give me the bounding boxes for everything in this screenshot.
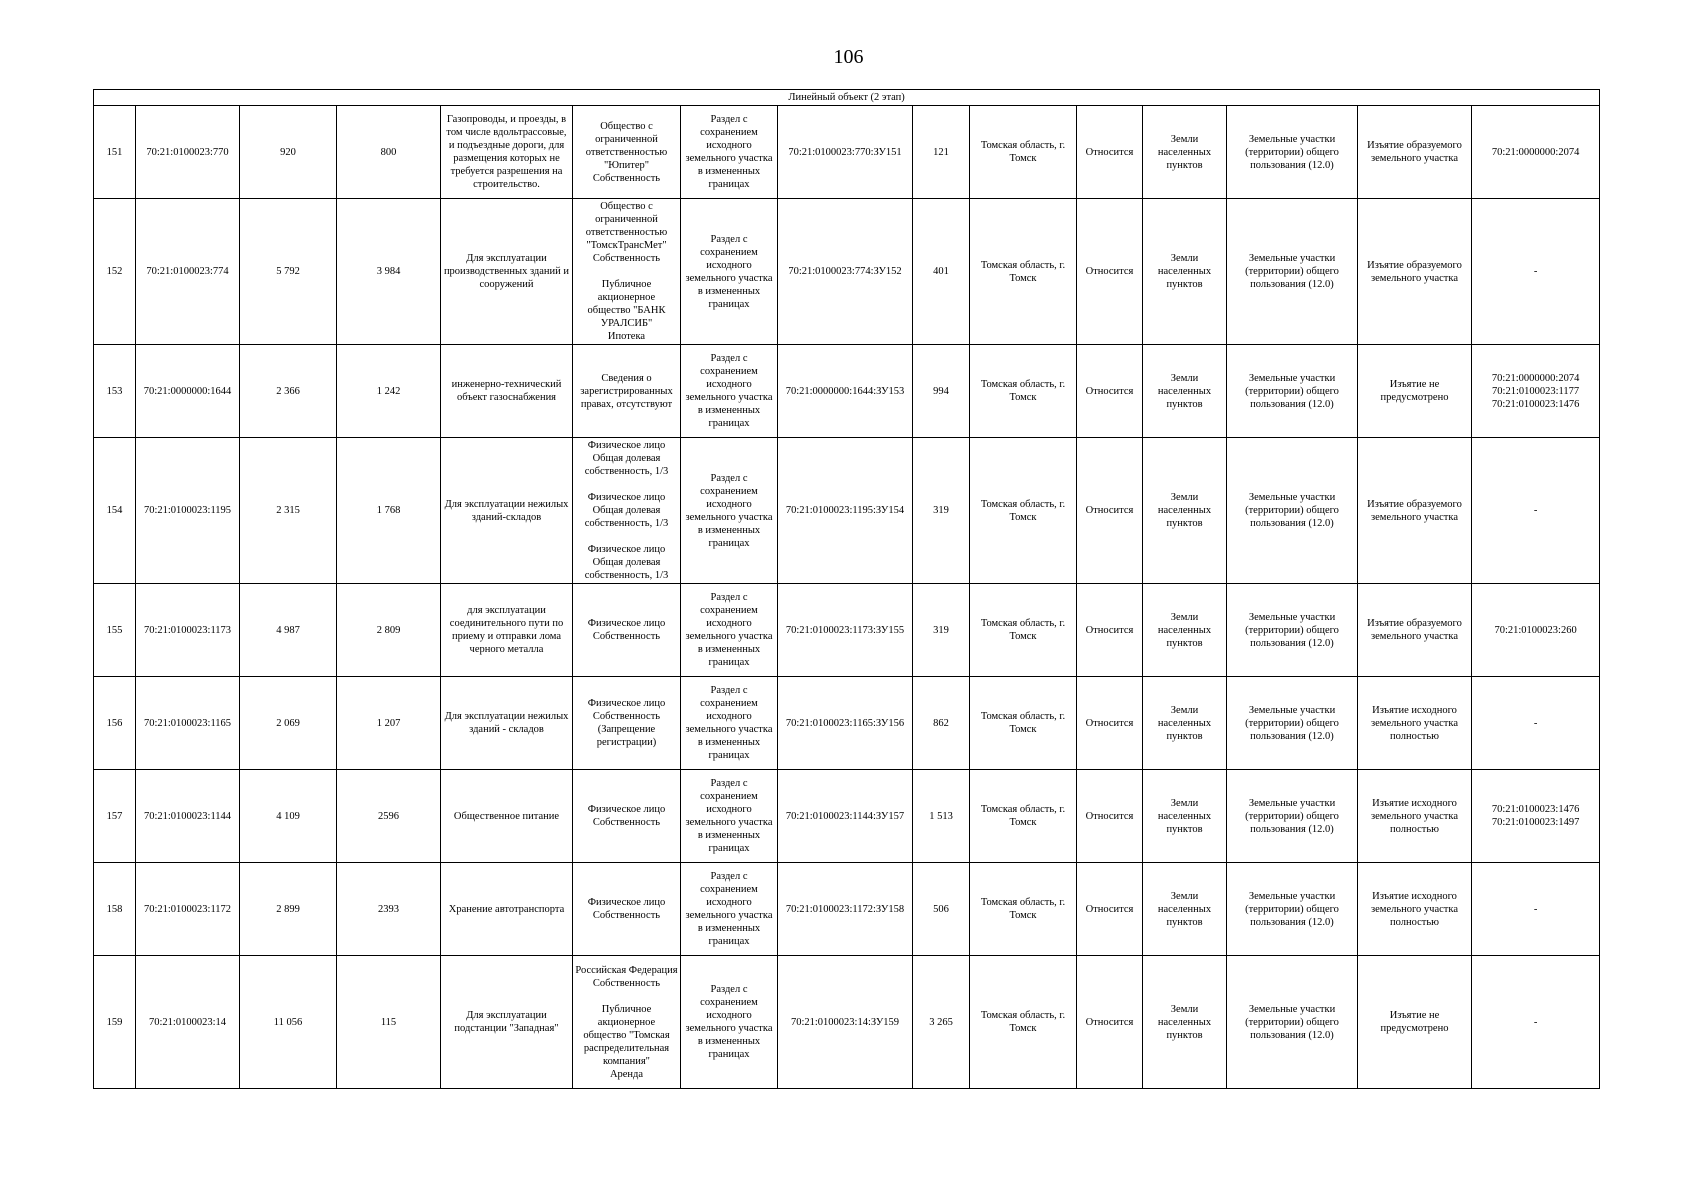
seizure-type: Изъятие образуемого земельного участка — [1358, 106, 1472, 199]
permitted-use: инженерно-технический объект газоснабжения — [441, 345, 573, 438]
new-plot-area: 319 — [913, 438, 970, 584]
seized-area: 2596 — [337, 770, 441, 863]
total-area: 2 315 — [240, 438, 337, 584]
permitted-use-type: Земельные участки (территории) общего пользования (12.0) — [1227, 863, 1358, 956]
row-number: 159 — [94, 956, 136, 1089]
permitted-use: Хранение автотранспорта — [441, 863, 573, 956]
total-area: 4 987 — [240, 584, 337, 677]
permitted-use-type: Земельные участки (территории) общего пользования (12.0) — [1227, 677, 1358, 770]
permitted-use-type: Земельные участки (территории) общего пользования (12.0) — [1227, 345, 1358, 438]
rights-holder: Общество с ограниченной ответственностью "Юпитер" Собственность — [573, 106, 681, 199]
formation-method: Раздел с сохранением исходного земельного участка в измененных границах — [681, 438, 778, 584]
new-plot-area: 121 — [913, 106, 970, 199]
new-plot-id: 70:21:0100023:1195:ЗУ154 — [778, 438, 913, 584]
relation: Относится — [1077, 770, 1143, 863]
rights-holder: Общество с ограниченной ответственностью "ТомскТрансМет" Собственность Публичное акционерное общество "БАНК УРАЛСИБ" Ипотека — [573, 199, 681, 345]
rights-holder: Физическое лицо Собственность — [573, 584, 681, 677]
formation-method: Раздел с сохранением исходного земельного участка в измененных границах — [681, 770, 778, 863]
seized-area: 115 — [337, 956, 441, 1089]
related-plots: - — [1472, 677, 1600, 770]
rights-holder: Российская Федерация Собственность Публичное акционерное общество "Томская распределительная компания" Аренда — [573, 956, 681, 1089]
location: Томская область, г. Томск — [970, 956, 1077, 1089]
related-plots: 70:21:0100023:260 — [1472, 584, 1600, 677]
land-category: Земли населенных пунктов — [1143, 345, 1227, 438]
new-plot-id: 70:21:0100023:14:ЗУ159 — [778, 956, 913, 1089]
table-row — [94, 863, 1600, 956]
land-category: Земли населенных пунктов — [1143, 199, 1227, 345]
location: Томская область, г. Томск — [970, 584, 1077, 677]
table-row — [94, 345, 1600, 438]
related-plots: 70:21:0000000:2074 70:21:0100023:1177 70:21:0100023:1476 — [1472, 345, 1600, 438]
permitted-use: Для эксплуатации нежилых зданий-складов — [441, 438, 573, 584]
location: Томская область, г. Томск — [970, 199, 1077, 345]
seizure-type: Изъятие образуемого земельного участка — [1358, 199, 1472, 345]
new-plot-area: 3 265 — [913, 956, 970, 1089]
permitted-use: Общественное питание — [441, 770, 573, 863]
seizure-type: Изъятие образуемого земельного участка — [1358, 438, 1472, 584]
new-plot-id: 70:21:0100023:1173:ЗУ155 — [778, 584, 913, 677]
table-row — [94, 438, 1600, 584]
permitted-use-type: Земельные участки (территории) общего пользования (12.0) — [1227, 956, 1358, 1089]
cadastral-number: 70:21:0100023:1165 — [136, 677, 240, 770]
seized-area: 3 984 — [337, 199, 441, 345]
table-row — [94, 770, 1600, 863]
seizure-type: Изъятие не предусмотрено — [1358, 345, 1472, 438]
seizure-type: Изъятие образуемого земельного участка — [1358, 584, 1472, 677]
total-area: 4 109 — [240, 770, 337, 863]
location: Томская область, г. Томск — [970, 677, 1077, 770]
relation: Относится — [1077, 106, 1143, 199]
formation-method: Раздел с сохранением исходного земельного участка в измененных границах — [681, 677, 778, 770]
relation: Относится — [1077, 677, 1143, 770]
permitted-use-type: Земельные участки (территории) общего пользования (12.0) — [1227, 106, 1358, 199]
row-number: 152 — [94, 199, 136, 345]
total-area: 5 792 — [240, 199, 337, 345]
seized-area: 2 809 — [337, 584, 441, 677]
table-row — [94, 677, 1600, 770]
formation-method: Раздел с сохранением исходного земельного участка в измененных границах — [681, 863, 778, 956]
seized-area: 1 207 — [337, 677, 441, 770]
total-area: 11 056 — [240, 956, 337, 1089]
total-area: 2 366 — [240, 345, 337, 438]
land-category: Земли населенных пунктов — [1143, 956, 1227, 1089]
location: Томская область, г. Томск — [970, 438, 1077, 584]
row-number: 155 — [94, 584, 136, 677]
location: Томская область, г. Томск — [970, 106, 1077, 199]
new-plot-id: 70:21:0000000:1644:ЗУ153 — [778, 345, 913, 438]
seized-area: 1 242 — [337, 345, 441, 438]
rights-holder: Сведения о зарегистрированных правах, отсутствуют — [573, 345, 681, 438]
rights-holder: Физическое лицо Общая долевая собственность, 1/3 Физическое лицо Общая долевая собственность, 1/3 Физическое лицо Общая долевая собственность, 1/3 — [573, 438, 681, 584]
rights-holder: Физическое лицо Собственность — [573, 863, 681, 956]
row-number: 157 — [94, 770, 136, 863]
cadastral-number: 70:21:0100023:774 — [136, 199, 240, 345]
related-plots: 70:21:0000000:2074 — [1472, 106, 1600, 199]
permitted-use-type: Земельные участки (территории) общего пользования (12.0) — [1227, 199, 1358, 345]
permitted-use: Газопроводы, и проезды, в том числе вдольтрассовые, и подъездные дороги, для размещения которых не требуется разрешения на строительство. — [441, 106, 573, 199]
total-area: 2 069 — [240, 677, 337, 770]
land-category: Земли населенных пунктов — [1143, 770, 1227, 863]
related-plots: - — [1472, 863, 1600, 956]
new-plot-area: 994 — [913, 345, 970, 438]
related-plots: - — [1472, 438, 1600, 584]
permitted-use-type: Земельные участки (территории) общего пользования (12.0) — [1227, 584, 1358, 677]
permitted-use-type: Земельные участки (территории) общего пользования (12.0) — [1227, 438, 1358, 584]
relation: Относится — [1077, 956, 1143, 1089]
relation: Относится — [1077, 438, 1143, 584]
land-category: Земли населенных пунктов — [1143, 584, 1227, 677]
table-row — [94, 956, 1600, 1089]
seizure-type: Изъятие исходного земельного участка полностью — [1358, 677, 1472, 770]
land-plot-table — [93, 89, 1600, 1089]
cadastral-number: 70:21:0100023:1173 — [136, 584, 240, 677]
land-category: Земли населенных пунктов — [1143, 438, 1227, 584]
total-area: 2 899 — [240, 863, 337, 956]
page-number: 106 — [833, 46, 864, 68]
formation-method: Раздел с сохранением исходного земельного участка в измененных границах — [681, 106, 778, 199]
location: Томская область, г. Томск — [970, 770, 1077, 863]
formation-method: Раздел с сохранением исходного земельного участка в измененных границах — [681, 956, 778, 1089]
related-plots: - — [1472, 199, 1600, 345]
formation-method: Раздел с сохранением исходного земельного участка в измененных границах — [681, 345, 778, 438]
permitted-use: Для эксплуатации производственных зданий и сооружений — [441, 199, 573, 345]
rights-holder: Физическое лицо Собственность (Запрещение регистрации) — [573, 677, 681, 770]
row-number: 154 — [94, 438, 136, 584]
section-title: Линейный объект (2 этап) — [94, 90, 1600, 106]
table-row — [94, 584, 1600, 677]
cadastral-number: 70:21:0100023:14 — [136, 956, 240, 1089]
seized-area: 1 768 — [337, 438, 441, 584]
seizure-type: Изъятие исходного земельного участка полностью — [1358, 863, 1472, 956]
cadastral-number: 70:21:0000000:1644 — [136, 345, 240, 438]
formation-method: Раздел с сохранением исходного земельного участка в измененных границах — [681, 584, 778, 677]
row-number: 151 — [94, 106, 136, 199]
cadastral-number: 70:21:0100023:1172 — [136, 863, 240, 956]
location: Томская область, г. Томск — [970, 863, 1077, 956]
table-row — [94, 199, 1600, 345]
row-number: 158 — [94, 863, 136, 956]
section-header-row — [94, 90, 1600, 106]
new-plot-area: 401 — [913, 199, 970, 345]
new-plot-area: 506 — [913, 863, 970, 956]
rights-holder: Физическое лицо Собственность — [573, 770, 681, 863]
related-plots: 70:21:0100023:1476 70:21:0100023:1497 — [1472, 770, 1600, 863]
relation: Относится — [1077, 199, 1143, 345]
table-row — [94, 106, 1600, 199]
new-plot-area: 319 — [913, 584, 970, 677]
new-plot-id: 70:21:0100023:1172:ЗУ158 — [778, 863, 913, 956]
related-plots: - — [1472, 956, 1600, 1089]
relation: Относится — [1077, 345, 1143, 438]
seized-area: 2393 — [337, 863, 441, 956]
relation: Относится — [1077, 863, 1143, 956]
cadastral-number: 70:21:0100023:770 — [136, 106, 240, 199]
location: Томская область, г. Томск — [970, 345, 1077, 438]
permitted-use: Для эксплуатации нежилых зданий - складов — [441, 677, 573, 770]
new-plot-id: 70:21:0100023:774:ЗУ152 — [778, 199, 913, 345]
new-plot-id: 70:21:0100023:1165:ЗУ156 — [778, 677, 913, 770]
row-number: 156 — [94, 677, 136, 770]
land-category: Земли населенных пунктов — [1143, 863, 1227, 956]
land-category: Земли населенных пунктов — [1143, 106, 1227, 199]
permitted-use: Для эксплуатации подстанции "Западная" — [441, 956, 573, 1089]
total-area: 920 — [240, 106, 337, 199]
new-plot-area: 862 — [913, 677, 970, 770]
cadastral-number: 70:21:0100023:1195 — [136, 438, 240, 584]
permitted-use-type: Земельные участки (территории) общего пользования (12.0) — [1227, 770, 1358, 863]
new-plot-area: 1 513 — [913, 770, 970, 863]
seizure-type: Изъятие не предусмотрено — [1358, 956, 1472, 1089]
cadastral-number: 70:21:0100023:1144 — [136, 770, 240, 863]
formation-method: Раздел с сохранением исходного земельного участка в измененных границах — [681, 199, 778, 345]
new-plot-id: 70:21:0100023:770:ЗУ151 — [778, 106, 913, 199]
new-plot-id: 70:21:0100023:1144:ЗУ157 — [778, 770, 913, 863]
row-number: 153 — [94, 345, 136, 438]
permitted-use: для эксплуатации соединительного пути по приему и отправки лома черного металла — [441, 584, 573, 677]
seizure-type: Изъятие исходного земельного участка полностью — [1358, 770, 1472, 863]
relation: Относится — [1077, 584, 1143, 677]
seized-area: 800 — [337, 106, 441, 199]
land-category: Земли населенных пунктов — [1143, 677, 1227, 770]
